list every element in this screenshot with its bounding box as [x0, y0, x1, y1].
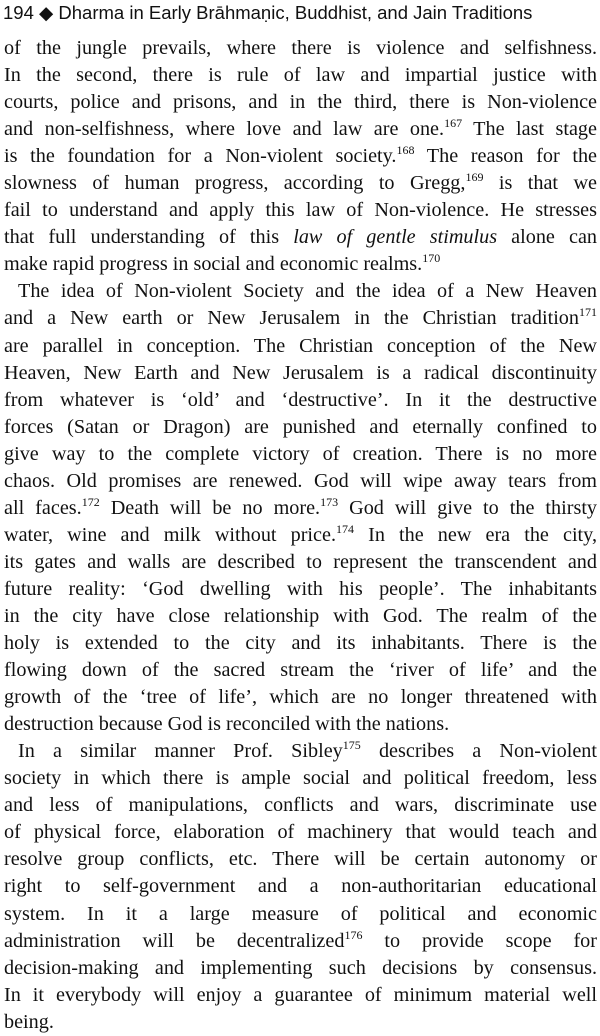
- text-line: [4, 657, 597, 684]
- text-run: of the jungle prevails, where there is violence and selfishness.: [4, 37, 597, 59]
- text-line: [4, 873, 597, 900]
- text-run: resolve group conflicts, etc. There will be certain autonomy or: [4, 848, 597, 871]
- text-line: [4, 630, 597, 657]
- text-run: to provide scope for: [362, 929, 597, 952]
- text-line: [4, 549, 597, 576]
- text-run: The reason for the: [414, 145, 597, 168]
- footnote-ref: 174: [336, 521, 355, 536]
- text-run: courts, police and prisons, and in the third, there is Non-violence: [4, 91, 597, 114]
- text-run: its gates and walls are described to represent the transcendent and: [4, 550, 597, 573]
- text-line: [4, 35, 597, 62]
- text-line: [4, 278, 597, 305]
- text-run: administration will be decentralized: [4, 929, 345, 952]
- text-line: [4, 522, 597, 549]
- text-run: being.: [4, 1010, 54, 1033]
- text-run: The idea of Non-violent Society and the idea of a New Heaven: [18, 280, 597, 303]
- text-run: In the new era the city,: [354, 523, 597, 546]
- text-line: [4, 170, 597, 197]
- text-run: is the foundation for a Non-violent society.: [4, 145, 397, 168]
- text-run: decision-making and implementing such decisions by consensus.: [4, 956, 597, 979]
- footnote-ref: 169: [465, 170, 484, 185]
- text-run: destruction because God is reconciled with the nations.: [4, 713, 450, 736]
- text-line: [4, 738, 597, 765]
- text-run: that full understanding of this: [4, 226, 294, 249]
- text-line: [4, 684, 597, 711]
- text-run: of physical force, elaboration of machinery that would teach and: [4, 821, 597, 844]
- text-line: [4, 333, 597, 360]
- text-run: Heaven, New Earth and New Jerusalem is a radical discontinuity: [4, 361, 597, 384]
- footnote-ref: 172: [81, 494, 100, 509]
- text-run: future reality: ‘God dwelling with his people’. The inhabitants: [4, 577, 597, 600]
- text-run: flowing down of the sacred stream the ‘river of life’ and the: [4, 659, 597, 682]
- text-line: [4, 468, 597, 495]
- footnote-ref: 167: [444, 116, 463, 131]
- page-number: 194: [3, 2, 34, 23]
- text-line: [4, 387, 597, 414]
- text-run: water, wine and milk without price.: [4, 523, 337, 546]
- text-run: in the city have close relationship with God. The realm of the: [4, 604, 597, 627]
- text-line: [4, 955, 597, 982]
- text-line: [4, 711, 597, 738]
- text-run: alone can: [497, 226, 597, 249]
- text-line: [4, 603, 597, 630]
- text-line: [4, 982, 597, 1009]
- text-line: [4, 901, 597, 928]
- text-run: and non-selfishness, where love and law are one.: [4, 118, 445, 141]
- text-run: system. In it a large measure of political and economic: [4, 902, 597, 925]
- text-run: society in which there is ample social and political freedom, less: [4, 767, 597, 790]
- footnote-ref: 171: [579, 305, 597, 320]
- text-run: are parallel in conception. The Christian conception of the New: [4, 334, 597, 357]
- text-run: and a New earth or New Jerusalem in the Christian tradition: [4, 307, 579, 330]
- text-run: holy is extended to the city and its inhabitants. There is the: [4, 632, 597, 655]
- text-run: forces (Satan or Dragon) are punished and eternally confined to: [4, 415, 597, 438]
- text-run: In it everybody will enjoy a guarantee of minimum material well: [4, 983, 597, 1006]
- text-line: [4, 1009, 597, 1036]
- text-line: [4, 819, 597, 846]
- footnote-ref: 176: [344, 927, 363, 942]
- text-run: chaos. Old promises are renewed. God will wipe away tears from: [4, 469, 597, 492]
- text-run: and less of manipulations, conflicts and wars, discriminate use: [4, 794, 597, 817]
- text-line: [4, 792, 597, 819]
- text-run: give way to the complete victory of creation. There is no more: [4, 442, 597, 465]
- text-line: [4, 576, 597, 603]
- text-run: all faces.: [4, 496, 82, 519]
- text-line: [4, 414, 597, 441]
- text-line: [4, 495, 597, 522]
- text-run: Death will be no more.: [99, 496, 321, 519]
- text-run: describes a Non-violent: [360, 740, 597, 763]
- footnote-ref: 173: [320, 494, 339, 509]
- text-run: In the second, there is rule of law and impartial justice with: [4, 64, 597, 87]
- running-title: Dharma in Early Brāhmaṇic, Buddhist, and Jain Traditions: [58, 2, 533, 23]
- text-line: [4, 765, 597, 792]
- text-run: make rapid progress in social and economic realms.: [4, 253, 423, 276]
- text-run: growth of the ‘tree of life’, which are no longer threatened with: [4, 686, 597, 709]
- footnote-ref: 170: [422, 251, 441, 266]
- text-line: [4, 197, 597, 224]
- diamond-separator-icon: ◆: [39, 2, 54, 23]
- text-line: [4, 846, 597, 873]
- text-line: [4, 928, 597, 955]
- text-line: [4, 89, 597, 116]
- italic-text: law of gentle stimulus: [293, 226, 498, 249]
- text-line: [4, 360, 597, 387]
- text-line: [4, 305, 597, 332]
- text-run: slowness of human progress, according to Gregg,: [4, 172, 466, 195]
- text-run: is that we: [483, 172, 597, 195]
- text-run: fail to understand and apply this law of Non-violence. He stresses: [4, 199, 597, 222]
- text-run: The last stage: [462, 118, 597, 141]
- text-line: [4, 441, 597, 468]
- text-line: [4, 62, 597, 89]
- text-line: [4, 251, 597, 278]
- text-run: In a similar manner Prof. Sibley: [18, 740, 343, 763]
- body-text: [4, 35, 597, 1036]
- text-line: [4, 116, 597, 143]
- text-run: God will give to the thirsty: [338, 496, 598, 519]
- running-header: [3, 0, 532, 26]
- text-run: from whatever is ‘old’ and ‘destructive’. In it the destructive: [4, 388, 597, 411]
- text-line: [4, 143, 597, 170]
- footnote-ref: 175: [342, 738, 361, 753]
- footnote-ref: 168: [396, 143, 415, 158]
- text-run: right to self-government and a non-authoritarian educational: [4, 875, 597, 898]
- text-line: [4, 224, 597, 251]
